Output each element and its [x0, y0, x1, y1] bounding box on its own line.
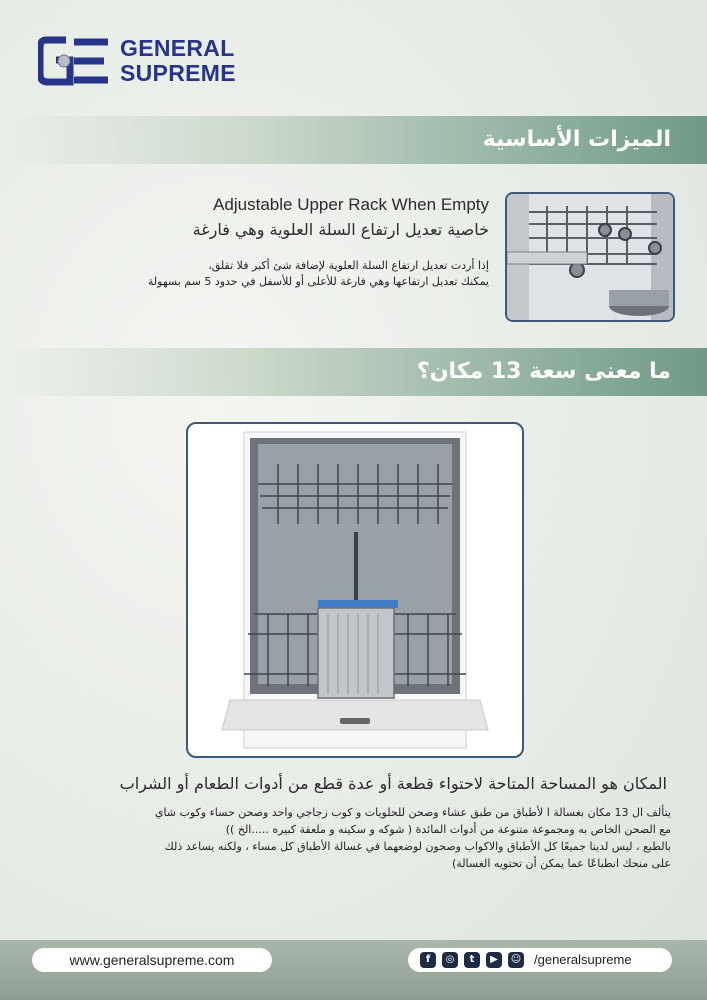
feature-desc-line: إذا أردت تعديل ارتفاع السلة العلوية لإضافة شئ أكبر فلا تقلق، — [208, 259, 489, 272]
definition-line: مع الصحن الخاص به ومجموعة متنوعة من أدوات المائدة ( شوكه و سكينه و ملعقة كبيره .....الخ )) — [225, 823, 671, 836]
capacity-definition-title: المكان هو المساحة المتاحة لاحتواء قطعة أو عدة قطع من أدوات الطعام أو الشراب — [119, 774, 667, 793]
dishwasher-illustration — [188, 424, 522, 756]
facebook-icon[interactable]: f — [420, 952, 436, 968]
instagram-icon[interactable]: ◎ — [442, 952, 458, 968]
youtube-icon[interactable]: ▶ — [486, 952, 502, 968]
section-title-features: الميزات الأساسية — [482, 127, 671, 152]
brand-logo — [38, 36, 258, 92]
brand-line1: GENERAL — [120, 35, 235, 61]
upper-rack-illustration — [507, 194, 673, 320]
section-band-features — [0, 116, 707, 164]
definition-line: بالطبع ، ليس لدينا جميعًا كل الأطباق والاكواب وصحون لوضعهما في غسالة الأطباق كل مساء ، ولكنه يساعد ذلك — [164, 840, 671, 853]
website-link[interactable]: www.generalsupreme.com — [32, 948, 272, 972]
social-handle: /generalsupreme — [534, 952, 632, 967]
upper-rack-photo — [505, 192, 675, 322]
feature-title-en: Adjustable Upper Rack When Empty — [213, 195, 489, 214]
brand-line2: SUPREME — [120, 60, 236, 86]
section-title-capacity: ما معنى سعة 13 مكان؟ — [416, 359, 671, 384]
social-links — [408, 948, 672, 972]
dishwasher-photo-frame — [186, 422, 524, 758]
brand-name — [120, 36, 236, 86]
brand-logo-mark — [38, 36, 112, 86]
section-band-capacity — [0, 348, 707, 396]
snapchat-icon[interactable]: ☺ — [508, 952, 524, 968]
definition-line: على منحك انطباعًا عما يمكن أن تحتويه الغسالة) — [452, 857, 671, 870]
feature-title-ar: خاصية تعديل ارتفاع السلة العلوية وهي فارغة — [192, 220, 489, 239]
feature-description — [69, 258, 489, 290]
feature-desc-line: يمكنك تعديل ارتفاعها وهي فارغة للأعلى أو للأسفل في حدود 5 سم بسهولة — [147, 275, 489, 288]
definition-line: يتألف ال 13 مكان بغسالة ا لأطباق من طبق عشاء وصحن للحلويات و كوب زجاجي واحد وصحن حساء وكوب شاي — [154, 806, 671, 819]
twitter-icon[interactable]: t — [464, 952, 480, 968]
capacity-definition-body — [31, 804, 671, 872]
